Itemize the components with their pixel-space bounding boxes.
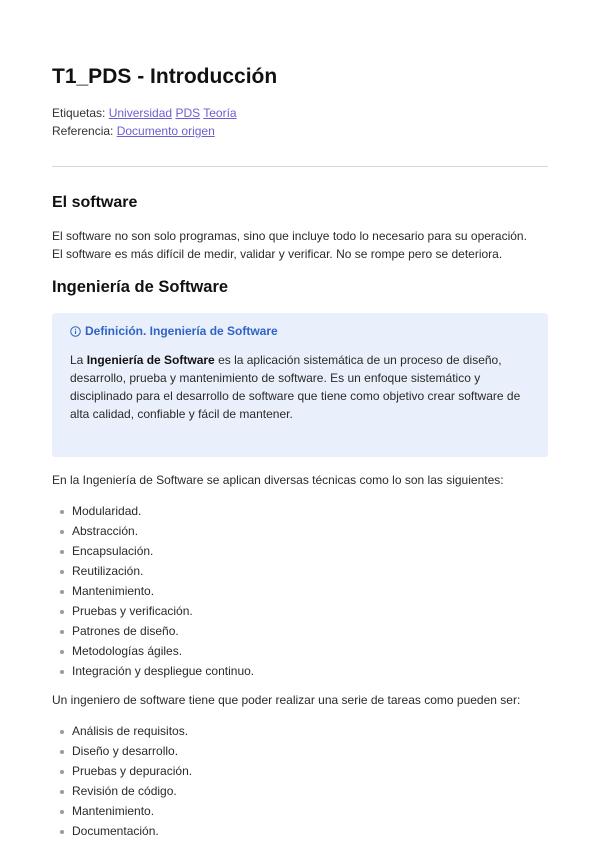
software-paragraph [52,227,548,263]
list-item: Patrones de diseño. [52,621,548,641]
bullet-icon [60,670,64,674]
bullet-icon [60,790,64,794]
bullet-icon [60,630,64,634]
list-item: Encapsulación. [52,541,548,561]
tag-link-universidad[interactable]: Universidad [108,106,173,120]
list-item: Modularidad. [52,501,548,521]
tasks-list [52,721,548,841]
tag-link-pds[interactable]: PDS [175,106,201,120]
list-item: Mantenimiento. [52,581,548,601]
list-item: Mantenimiento. [52,801,548,821]
software-line-1: El software no son solo programas, sino que incluye todo lo necesario para su operación. [52,229,527,243]
list-item: Pruebas y depuración. [52,761,548,781]
bullet-icon [60,510,64,514]
bullet-icon [60,750,64,754]
list-item: Abstracción. [52,521,548,541]
tags-row [52,104,548,122]
bullet-icon [60,810,64,814]
bullet-icon [60,610,64,614]
list-item: Revisión de código. [52,781,548,801]
bullet-icon [60,730,64,734]
techniques-list [52,501,548,681]
callout-title [70,323,530,339]
bullet-icon [60,550,64,554]
techniques-intro: En la Ingeniería de Software se aplican diversas técnicas como lo son las siguientes: [52,473,504,487]
bullet-icon [60,770,64,774]
section-heading-software: El software [52,194,138,211]
definition-callout [52,313,548,457]
list-item: Diseño y desarrollo. [52,741,548,761]
bullet-icon [60,570,64,574]
list-item: Integración y despliegue continuo. [52,661,548,681]
divider [52,166,548,167]
callout-body-bold: Ingeniería de Software [86,353,215,367]
callout-body-prefix: La [70,353,87,367]
list-item: Pruebas y verificación. [52,601,548,621]
list-item: Documentación. [52,821,548,841]
bullet-icon [60,830,64,834]
callout-body-rest: es la aplicación sistemática de un proceso de diseño, desarrollo, prueba y mantenimiento de software. Es un enfoque sistemático y disciplinado para el desarrollo de software que tiene como objetivo crear software de alta calidad, confiable y fácil de mantener. [70,353,521,421]
info-icon [70,326,81,337]
page-title: T1_PDS - Introducción [52,65,278,88]
reference-link[interactable]: Documento origen [116,124,215,138]
bullet-icon [60,530,64,534]
callout-body [70,351,530,423]
reference-row [52,122,548,140]
page-meta [52,104,548,140]
callout-title-text: Definición. Ingeniería de Software [85,324,278,338]
tasks-intro: Un ingeniero de software tiene que poder realizar una serie de tareas como pueden ser: [52,693,521,707]
tag-link-teoria[interactable]: Teoría [203,106,237,120]
tags-label: Etiquetas: [52,106,106,120]
software-line-2: El software es más difícil de medir, validar y verificar. No se rompe pero se deteriora. [52,247,503,261]
list-item: Reutilización. [52,561,548,581]
list-item: Análisis de requisitos. [52,721,548,741]
bullet-icon [60,650,64,654]
section-heading-ingenieria: Ingeniería de Software [52,278,229,296]
list-item: Metodologías ágiles. [52,641,548,661]
reference-label: Referencia: [52,124,114,138]
bullet-icon [60,590,64,594]
